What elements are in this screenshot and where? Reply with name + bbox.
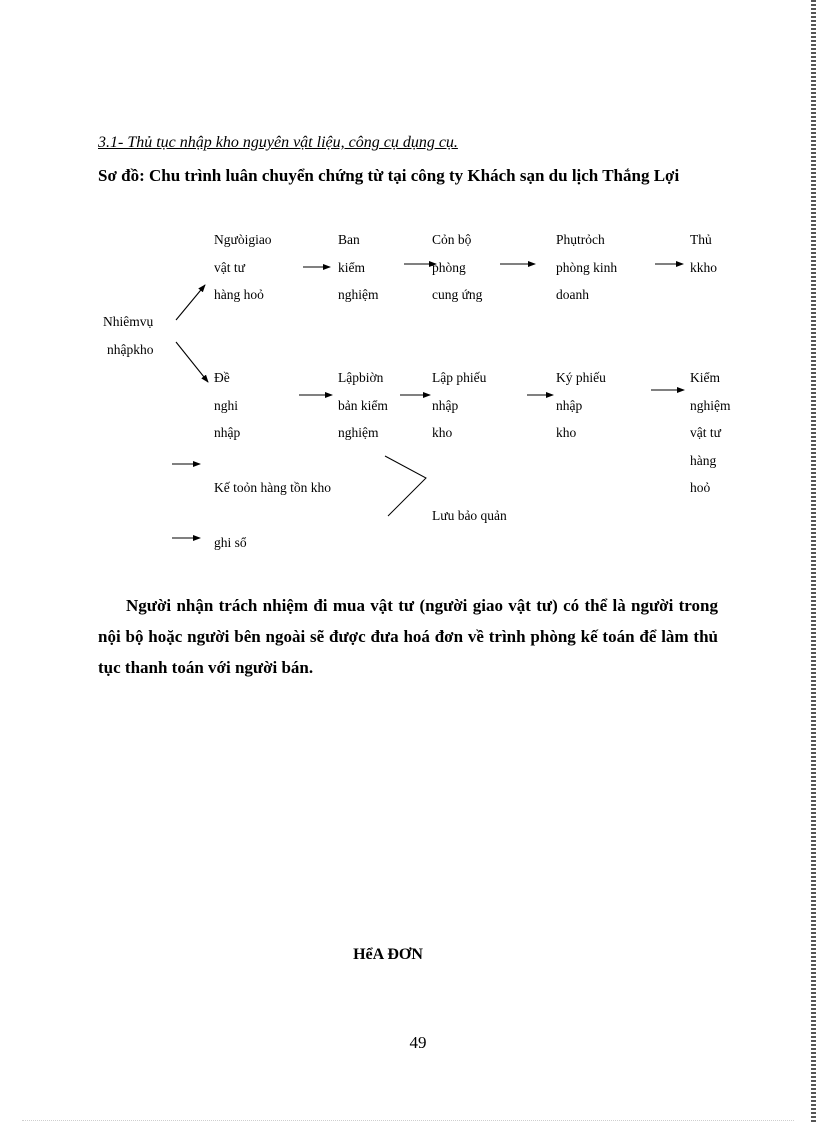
page-number: 49 <box>409 1033 427 1052</box>
node-start-line-1: Nhiêmvụ <box>103 314 154 329</box>
node-bottom-4 <box>556 364 606 447</box>
node-bottom-1 <box>214 364 240 447</box>
node-bottom-5-line-2: nghiệm <box>690 397 731 413</box>
invoice-title: HểA ĐƠN <box>353 946 423 963</box>
node-bottom-4-line-2: nhập <box>556 397 583 413</box>
node-top-2 <box>338 226 379 309</box>
arrow-start-to-top <box>176 285 205 320</box>
node-accounting: Kế toỏn hàng tồn kho <box>214 480 331 495</box>
node-top-4 <box>556 226 617 309</box>
node-top-3-line-2: phòng <box>432 259 466 275</box>
node-bottom-4-line-3: kho <box>556 425 577 440</box>
node-top-4-line-1: Phụtrỏch <box>556 232 605 247</box>
node-bottom-3 <box>432 364 486 447</box>
section-heading: 3.1- Thủ tục nhập kho nguyên vật liệu, công cụ dụng cụ. <box>98 134 458 151</box>
node-bottom-5-line-4: hàng <box>690 452 717 468</box>
node-top-1-line-2: vật tư <box>214 259 245 275</box>
node-top-4-line-3: doanh <box>556 287 589 302</box>
node-top-5 <box>690 226 717 281</box>
node-start <box>103 308 154 363</box>
node-bottom-2-line-2: bản kiểm <box>338 397 388 413</box>
node-storage: Lưu bảo quản <box>432 508 507 523</box>
body-paragraph <box>98 590 718 683</box>
node-bottom-2-line-3: nghiệm <box>338 425 379 440</box>
node-bottom-5-line-3: vật tư <box>690 425 721 440</box>
node-bottom-1-line-2: nghi <box>214 397 239 413</box>
node-bottom-5-line-1: Kiểm <box>690 370 720 385</box>
node-top-3 <box>432 226 482 309</box>
bottom-separator <box>22 1120 794 1122</box>
arrow-start-to-bottom <box>176 342 208 382</box>
node-bottom-3-line-2: nhập <box>432 397 459 413</box>
node-bottom-5 <box>690 364 731 502</box>
node-bottom-3-line-1: Lập phiếu <box>432 370 487 385</box>
node-top-1-line-3: hàng hoỏ <box>214 287 264 302</box>
storage-chevron <box>385 456 426 516</box>
node-top-2-line-1: Ban <box>338 232 360 247</box>
node-bottom-5-line-5: hoỏ <box>690 480 711 495</box>
node-top-1 <box>214 226 272 309</box>
node-bottom-3-line-3: kho <box>432 425 453 440</box>
body-paragraph-text: Người nhận trách nhiệm đi mua vật tư (người giao vật tư) có thể là người trong nội bộ hoặc người bên ngoài sẽ được đưa hoá đơn về trình phòng kế toán để làm thủ tục thanh toán với người bán. <box>98 596 718 677</box>
node-bottom-1-line-3: nhập <box>214 425 241 440</box>
node-bottom-1-line-1: Đề <box>214 370 230 385</box>
node-bottom-2 <box>338 364 388 447</box>
diagram-title: Sơ đồ: Chu trình luân chuyển chứng từ tại công ty Khách sạn du lịch Thắng Lợi <box>98 166 680 185</box>
node-bottom-2-line-1: Lậpbiờn <box>338 370 384 385</box>
node-top-3-line-3: cung ứng <box>432 287 483 302</box>
node-top-5-line-1: Thủ <box>690 232 712 247</box>
node-record: ghi sổ <box>214 535 247 550</box>
node-bottom-4-line-1: Ký phiếu <box>556 370 606 385</box>
node-top-2-line-3: nghiệm <box>338 287 379 302</box>
node-top-3-line-1: Cỏn bộ <box>432 232 472 247</box>
node-start-line-2: nhậpkho <box>107 341 154 357</box>
node-top-1-line-1: Ngưòigiao <box>214 232 272 247</box>
node-top-2-line-2: kiểm <box>338 259 365 275</box>
node-top-5-line-2: kkho <box>690 259 717 275</box>
node-top-4-line-2: phòng kinh <box>556 259 618 275</box>
